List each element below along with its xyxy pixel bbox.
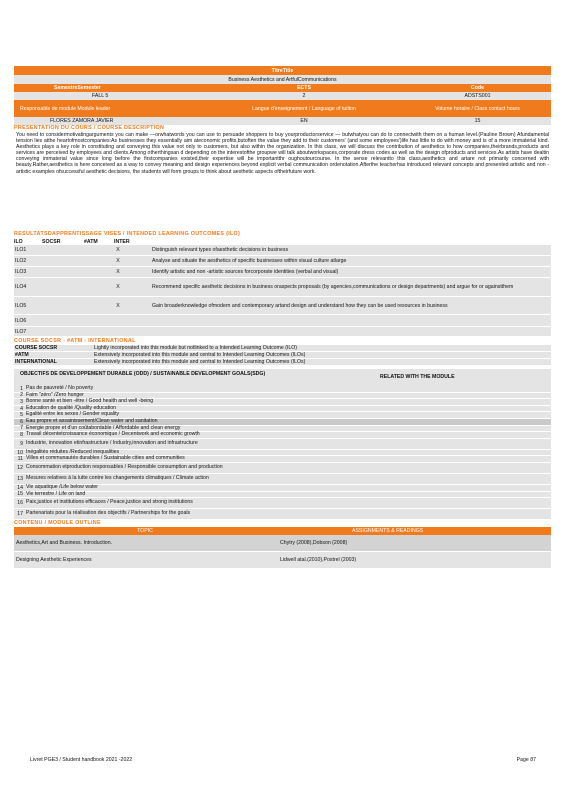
atm-col-header: #ATM <box>84 238 98 245</box>
ects-value: 2 <box>302 93 306 99</box>
ilo-description: Recommend specific aesthetic decisions in business oraspects proposals (by agencies,communications or design departments) and argue for or againstthem <box>152 284 514 290</box>
semester-label: SemestreSemester <box>54 85 101 91</box>
course-description: You need to considermotivatingarguments you can make —orwhatwords you can use to persuade shoppers to buy yourproductorservice — butwhatyou can do to connectwith them on a human level.(Pauline Brown) Afundamental tension lies atthe heartofmostcompanies:As businesses they essentially aim ateconomic profits,butoften the value they add to their customers' (and some employees')life has little to do with money and is of a more immaterial kind. Aesthetics plays a key role in constituting and conveying this value not only to customers, but also within the organization. In this class, we will discuss the contribution of aesthetics to how companies,theirbrands,products and services are perceived by employees and clients.Among otherthingsan d depending on the interestofthe groupwe will talk aboutworkspaces,corporate dress codes as well as the design ofproducts and services.As artists have dealtin conveying immaterial value since long before the firstcompanies existed,their expertise will be importantthr oughoutourcourse. In the sense relevantto this class,aesthetics and artare not primarily concerned with beauty.Rather,aesthetics is here conceived as a way to convey meaning and design experiences beyond explicit verbal communication ordenotation.Afterthe teacherhas introduced relevant concepts and presented artistic and non -artistic examples ofsuccessful aesthetic decisions, the students will form groups to think about aesthetic aspects oftheirfuture work. <box>16 132 549 175</box>
socsr-col-header: SOCSR <box>42 238 61 245</box>
language-value: EN <box>300 118 308 124</box>
title-label: TitreTitle <box>271 67 294 74</box>
code-value: ADSTS001 <box>464 93 491 99</box>
ilo-col-header: ILO <box>14 238 23 245</box>
sdg-label: Inégalités réduites /Reduced inequalities <box>26 448 120 455</box>
sdg-label: Consommation etproduction responsables / Responsible consumption and production <box>26 464 223 471</box>
ilo-description: Gain broaderknowledge ofmodern and contemporary artand design and understand how they can be used resources in business <box>152 302 448 309</box>
ilo-socsr-mark: X <box>116 302 120 309</box>
ilo-id: ILO5 <box>15 302 27 309</box>
ilo-row <box>14 245 551 256</box>
sdg-label: Eau propre et assainissement/Clean water and sanitation <box>26 417 158 424</box>
socsr-row-label: COURSE SOCSR <box>15 345 58 351</box>
ilo-socsr-mark: X <box>116 247 120 253</box>
sdg-header <box>14 371 551 386</box>
ilo-id: ILO6 <box>15 317 27 324</box>
socsr-row <box>14 352 551 359</box>
sdg-related-heading: RELATED WITH THE MODULE <box>380 374 455 380</box>
presentation-heading: PRESENTATION DU COURS / COURSE DESCRIPTION <box>14 125 165 131</box>
socsr-row-label: #ATM <box>15 352 29 358</box>
sdg-label: Faim "zéro" /Zero hunger <box>26 391 84 398</box>
socsr-row <box>14 359 551 366</box>
outline-header-row <box>14 527 551 535</box>
sdg-label: Vie aquatique /Life below water <box>26 483 99 490</box>
sdg-label: Industrie, innovation etinfrastructure / Industry,innovation and infrastructure <box>26 439 198 446</box>
socsr-row-label: INTERNATIONAL <box>15 359 57 365</box>
ilo-id: ILO1 <box>15 247 27 253</box>
sdg-item <box>14 509 551 520</box>
hours-label: Volume horaire / Class contact hours <box>435 105 520 112</box>
sdg-number: 16 <box>17 500 23 507</box>
sdg-label: Vie terrestre / Life on land <box>26 490 86 497</box>
sdg-label: Paix,justice et institutions efficaces / Peace,justice and strong institutions <box>26 499 193 506</box>
outline-row <box>14 535 551 552</box>
sdg-item <box>14 463 551 474</box>
socsr-row-text: Extensively incorporated into this module and central to Intended Learning Outcomes (ILOs) <box>94 359 306 365</box>
ects-label: ECTS <box>297 85 311 91</box>
title-value-row <box>14 75 551 84</box>
semester-value: FALL 5 <box>92 93 109 99</box>
sdg-label: Energie propre et d'un coûtabordable / Affordable and clean energy <box>26 424 181 431</box>
ilo-description: Analyse and situate the aesthetics of specific businesses within visual culture atlarge <box>152 258 347 264</box>
sdg-label: Villes et communautés durables / Sustainable cities and communities <box>26 455 185 462</box>
ilo-row <box>14 267 551 278</box>
ilo-row <box>14 297 551 315</box>
sdg-label: Bonne santé et bien -être / Good health and well -being <box>26 398 154 405</box>
sdg-number: 6 <box>20 418 23 425</box>
outline-rows <box>14 535 551 569</box>
ilo-description: Distinguish relevant types ofaesthetic decisions in business <box>152 247 289 253</box>
outline-row <box>14 552 551 569</box>
sdg-number: 3 <box>20 398 23 405</box>
ilo-row <box>14 256 551 267</box>
sdg-label: Pas de pauvreté / No poverty <box>26 385 94 391</box>
socsr-row <box>14 345 551 352</box>
ilo-id: ILO7 <box>15 328 27 335</box>
sdg-label: Education de qualité /Quality education <box>26 404 116 411</box>
code-label: Code <box>471 85 484 91</box>
sdg-number: 10 <box>17 449 23 456</box>
sdg-number: 11 <box>17 456 23 463</box>
footer-page-number: Page 87 <box>516 757 536 763</box>
leader-value: FLORES ZAMORA JAVIER <box>50 118 114 124</box>
ilo-id: ILO4 <box>15 284 27 290</box>
sdg-number: 14 <box>17 484 23 491</box>
footer-handbook: Livret PGE3 / Student handbook 2021 -2022 <box>30 757 133 763</box>
ilo-description: Identify artistic and non -artistic sources forcorporate identities (verbal and visual) <box>152 269 339 275</box>
leader-header-row <box>14 100 551 117</box>
sdg-item <box>14 386 551 393</box>
semester-header-row <box>14 84 551 92</box>
ilo-id: ILO3 <box>15 269 27 275</box>
sdg-number: 17 <box>17 511 23 518</box>
ilo-column-headers <box>14 238 551 245</box>
topic-label: TOPIC <box>137 528 153 535</box>
module-title: Business Aesthetics and ArtfulCommunications <box>228 76 337 83</box>
sdg-number: 12 <box>17 464 23 471</box>
course-socsr-table <box>14 345 551 366</box>
sdg-label: Mesures relatives à la lutte contre les changements climatiques / Climate action <box>26 475 209 482</box>
semester-value-row <box>14 92 551 100</box>
sdg-table <box>14 369 551 520</box>
outline-topic: Designing Aesthetic Experiences <box>16 557 92 564</box>
sdg-heading: OBJECTIFS DE DEVELOPPEMENT DURABLE (ODD) / SUSTAINABLE DEVELOPMENT GOALS(SDG) <box>20 371 266 377</box>
sdg-label: Partenariats pour la réalisation des objectifs / Partnerships for the goals <box>26 510 191 517</box>
hours-value: 15 <box>474 118 481 124</box>
ilo-socsr-mark: X <box>116 258 120 264</box>
ilo-row <box>14 278 551 297</box>
socsr-row-text: Lightly incorporated into this module but notlinked to a Intended Learning Outcome (ILO) <box>94 345 298 351</box>
sdg-number: 15 <box>17 491 23 498</box>
module-sheet <box>14 66 551 569</box>
outline-topic: Aesthetics,Art and Business. Introduction. <box>16 540 113 547</box>
sdg-number: 1 <box>20 385 23 392</box>
leader-label: Responsable de module Module leader <box>20 105 111 112</box>
page-footer <box>30 757 536 763</box>
ilo-socsr-mark: X <box>116 284 120 290</box>
socsr-row-text: Extensively incorporated into this module and central to Intended Learning Outcomes (ILOs) <box>94 352 306 358</box>
ilo-table <box>14 245 551 337</box>
ilo-heading: RESULTATSDAPPRENTISSAGE VISES / INTENDED LEARNING OUTCOMES (ILO) <box>14 231 241 237</box>
sdg-number: 5 <box>20 412 23 419</box>
ilo-socsr-mark: X <box>116 269 120 275</box>
ilo-row <box>14 327 551 337</box>
leader-value-row <box>14 117 551 125</box>
ilo-id: ILO2 <box>15 258 27 264</box>
sdg-number: 2 <box>20 392 23 399</box>
sdg-number: 7 <box>20 425 23 432</box>
sdg-item <box>14 456 551 463</box>
course-socsr-heading: COURSE SOCSR - #ATM - INTERNATIONAL <box>14 338 136 344</box>
sdg-item <box>14 492 551 499</box>
title-band <box>14 66 551 75</box>
sdg-item <box>14 485 551 492</box>
outline-reading: Lidwell atal.(2010),Postrel (2003) <box>280 557 357 564</box>
sdg-item <box>14 432 551 439</box>
sdg-list <box>14 386 551 520</box>
outline-heading: CONTENU / MODULE OUTLINE <box>14 520 101 527</box>
assignments-label: ASSIGNMENTS & READINGS <box>352 528 424 535</box>
sdg-number: 9 <box>20 440 23 447</box>
inter-col-header: INTER <box>114 238 130 245</box>
sdg-label: Egalité entre les sexes / Gender equality <box>26 411 120 418</box>
sdg-number: 4 <box>20 405 23 412</box>
sdg-number: 13 <box>17 475 23 482</box>
ilo-row <box>14 315 551 327</box>
outline-reading: Chytry (2008),Dobson (2008) <box>280 540 348 547</box>
sdg-item <box>14 498 551 509</box>
language-label: Langue d'enseignement / Language of tuition <box>252 105 356 112</box>
sdg-number: 8 <box>20 431 23 438</box>
sdg-label: Travail décentetcroissance économique / Decentwork and economic growth <box>26 431 200 438</box>
